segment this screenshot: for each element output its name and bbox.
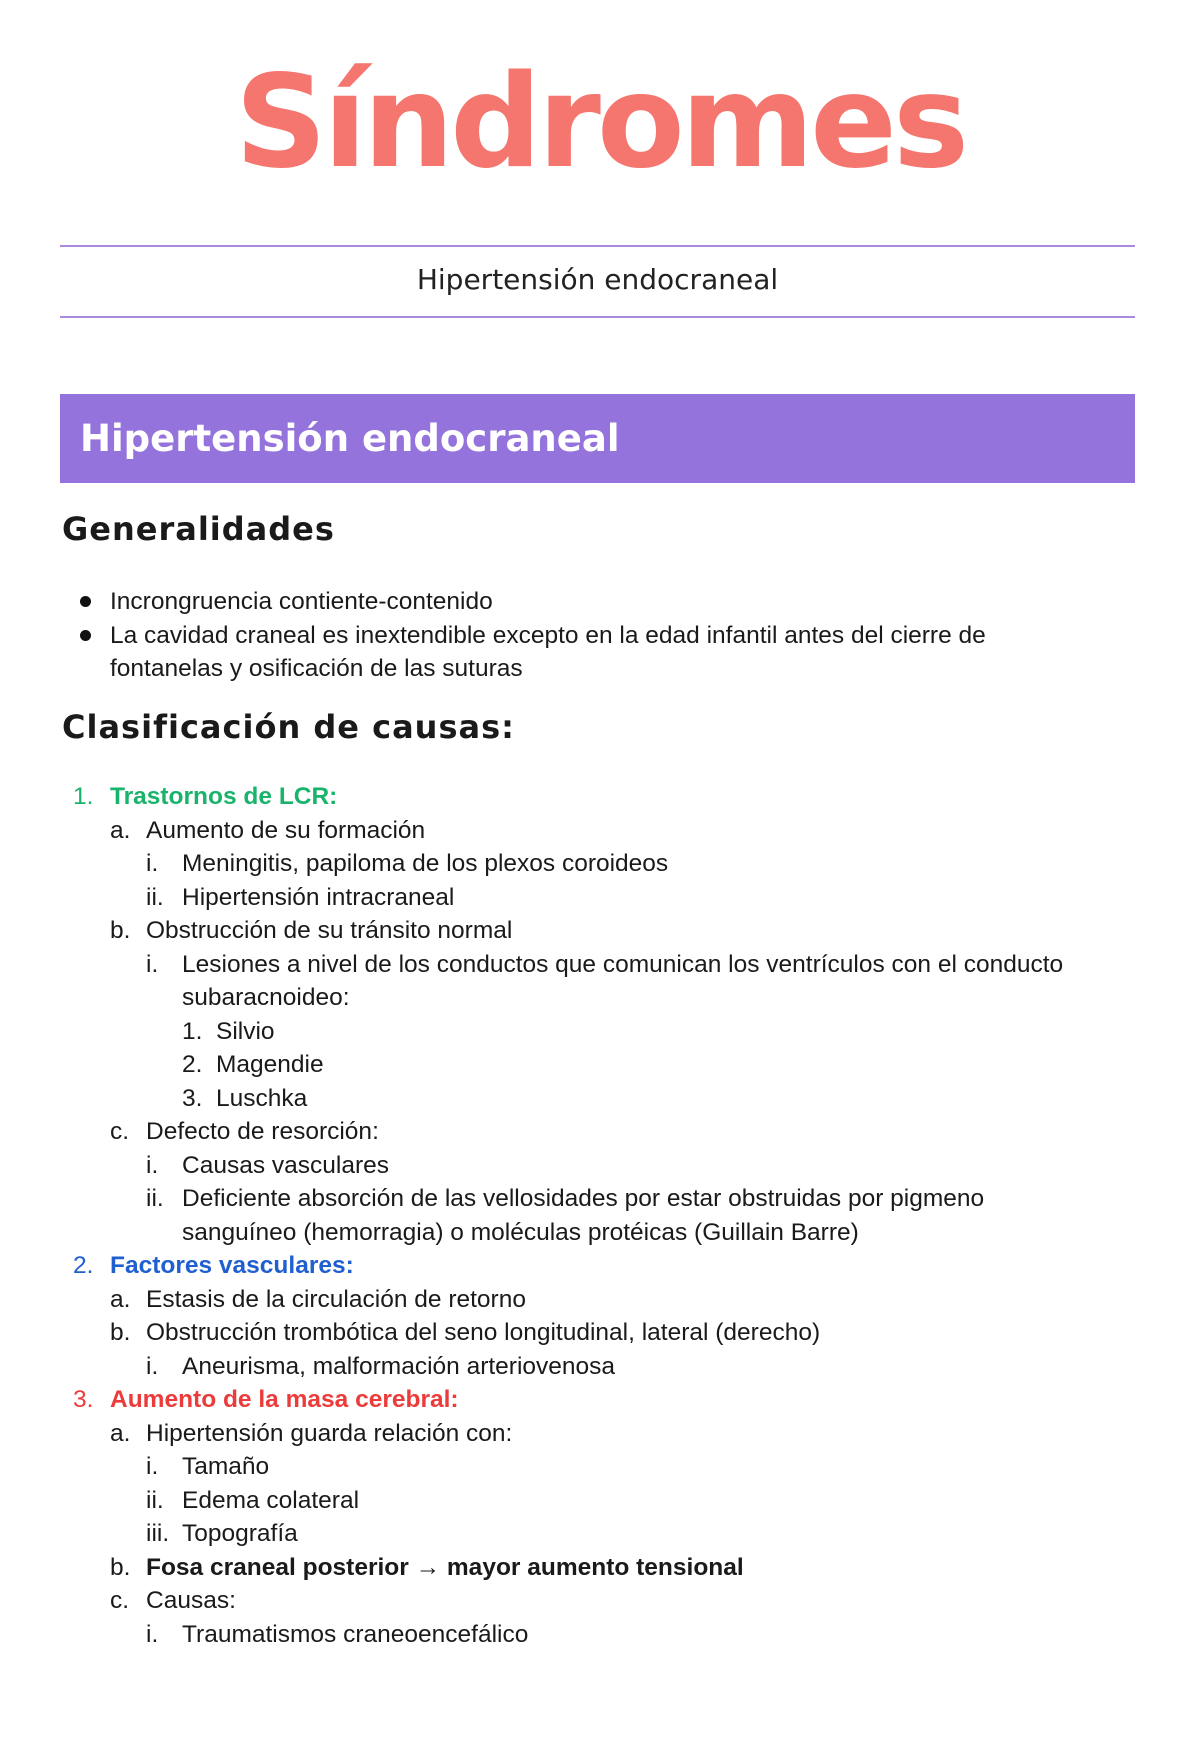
document-subtitle: Hipertensión endocraneal	[416, 263, 779, 296]
list-item: Hipertensión intracraneal	[182, 883, 455, 911]
divider-bottom	[60, 316, 1135, 318]
list-item: Edema colateral	[182, 1486, 360, 1514]
list-item: Fosa craneal posterior → mayor aumento tensional	[146, 1553, 744, 1581]
list-item: Meningitis, papiloma de los plexos coroideos	[182, 850, 669, 877]
list-marker: b.	[110, 917, 131, 944]
list-marker: i.	[146, 950, 159, 978]
list-marker: i.	[146, 1453, 159, 1480]
list-item: Deficiente absorción de las vellosidades por estar obstruidas por pigmeno	[182, 1185, 985, 1212]
list-marker: 3.	[73, 1386, 94, 1413]
list-marker: i.	[146, 850, 159, 877]
list-item: Luschka	[216, 1084, 308, 1112]
list-item-continued: subaracnoideo:	[182, 984, 350, 1011]
list-item: Tamaño	[182, 1453, 270, 1480]
section-banner	[60, 394, 1135, 483]
list-item: Obstrucción trombótica del seno longitudinal, lateral (derecho)	[146, 1319, 821, 1346]
list-marker: b.	[110, 1553, 131, 1581]
list-marker: 2.	[182, 1051, 203, 1078]
bullet-text: La cavidad craneal es inextendible excepto en la edad infantil antes del cierre de	[110, 622, 986, 649]
heading-clasificacion: Clasificación de causas:	[62, 708, 515, 746]
list-marker: a.	[110, 1285, 131, 1313]
list-marker: a.	[110, 816, 131, 844]
bullet-dot	[80, 630, 91, 641]
list-marker: i.	[146, 1352, 159, 1380]
section-banner-title: Hipertensión endocraneal	[80, 417, 620, 460]
document-title: Síndromes	[234, 48, 966, 197]
list-marker: i.	[146, 1151, 159, 1179]
list-item: Traumatismos craneoencefálico	[182, 1620, 529, 1648]
list-marker: 2.	[73, 1252, 94, 1279]
bullet-text: Incrongruencia contiente-contenido	[110, 588, 493, 615]
list-item: Aumento de su formación	[146, 816, 426, 844]
list-item: Topografía	[182, 1520, 298, 1547]
list-item: Trastornos de LCR:	[110, 783, 338, 810]
list-marker: iii.	[146, 1520, 170, 1547]
list-marker: ii.	[146, 1185, 164, 1212]
bullet-text-continued: fontanelas y osificación de las suturas	[110, 655, 523, 682]
list-marker: a.	[110, 1419, 131, 1447]
list-item: Obstrucción de su tránsito normal	[146, 917, 513, 944]
list-marker: c.	[110, 1118, 130, 1145]
list-item: Estasis de la circulación de retorno	[146, 1285, 526, 1313]
list-item: Magendie	[216, 1051, 324, 1078]
list-marker: ii.	[146, 1486, 164, 1514]
list-marker: c.	[110, 1587, 130, 1614]
list-item: Lesiones a nivel de los conductos que comunican los ventrículos con el conducto	[182, 950, 1064, 978]
list-marker: 3.	[182, 1084, 203, 1112]
list-item: Causas:	[146, 1587, 236, 1614]
list-item: Defecto de resorción:	[146, 1118, 379, 1145]
list-marker: i.	[146, 1620, 159, 1648]
list-item: Hipertensión guarda relación con:	[146, 1419, 513, 1447]
list-marker: 1.	[182, 1017, 203, 1045]
list-item: Aneurisma, malformación arteriovenosa	[182, 1352, 616, 1380]
bullet-dot	[80, 596, 91, 607]
heading-generalidades: Generalidades	[62, 510, 335, 548]
list-marker: 1.	[73, 783, 94, 810]
list-item: Causas vasculares	[182, 1151, 389, 1179]
list-item: Silvio	[216, 1017, 275, 1045]
list-item: Factores vasculares:	[110, 1252, 354, 1279]
list-marker: ii.	[146, 883, 164, 911]
list-item-continued: sanguíneo (hemorragia) o moléculas protéicas (Guillain Barre)	[182, 1218, 859, 1246]
list-item: Aumento de la masa cerebral:	[110, 1386, 459, 1413]
list-marker: b.	[110, 1319, 131, 1346]
divider-top	[60, 245, 1135, 247]
